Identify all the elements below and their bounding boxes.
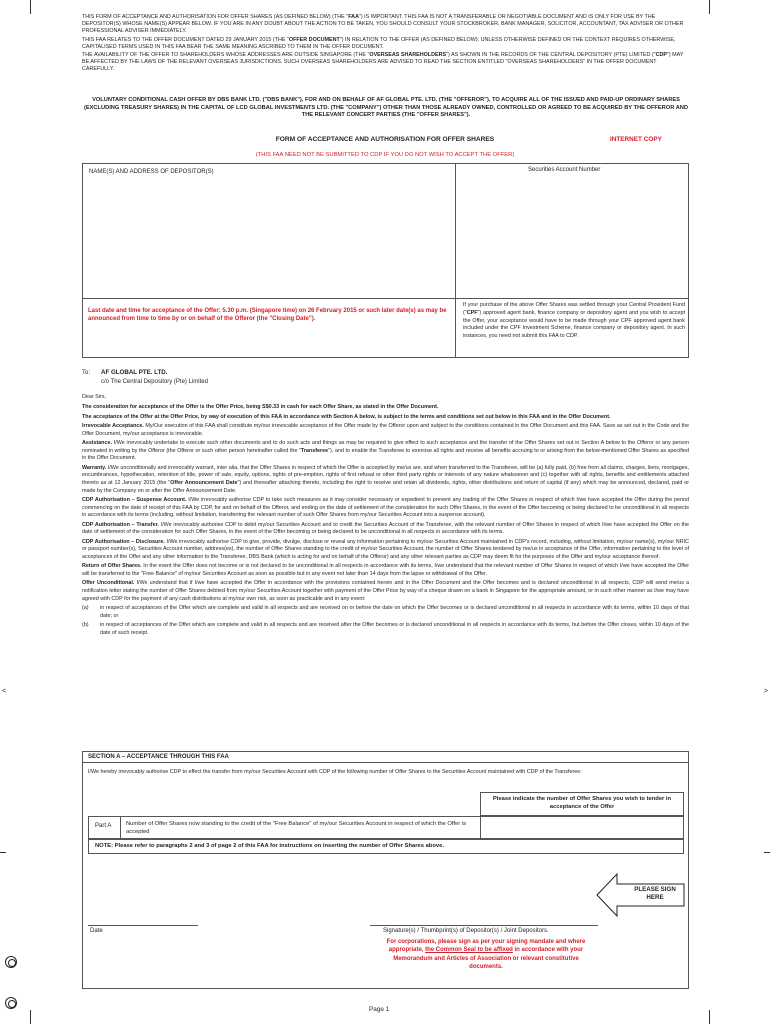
disclosure-paragraph: CDP Authorisation – Disclosure. I/We irrevocably authorise CDP to give, provide, divulge, disclose or reveal any information pertaining to my/our Securities Account maintained in CDP's record, including, without limitation, my/our name(s), my/our NRIC or passport number(s), Securities Account number, address(es), the number of Offer Shares standing to the credit of my/our Securities Account, the number of Offer Shares tendered by me/us in acceptance of the Offer, information pertaining to the level of acceptances of the Offer and any other information to the Transferee, DBS Bank (which is acting for and on behalf of the Offeror) and any other relevant parties as CDP may deem fit for the purposes of the Offer and my/our acceptance thereof. [82, 538, 689, 561]
part-a-divider [120, 816, 121, 839]
side-tick-right: > [763, 688, 768, 695]
signature-field[interactable]: Signature(s) / Thumbprint(s) of Depositor(s) / Joint Depositors. [383, 928, 549, 934]
acceptance-paragraph: The acceptance of the Offer at the Offer Price, by way of execution of this FAA in accordance with Section A below, is subject to the terms and conditions set out below in this FAA and in the Offer Document. [82, 413, 611, 420]
transfer-paragraph: CDP Authorisation – Transfer. I/We irrevocably authorise CDP to debit my/our Securities Account and to credit the Securities Account of the Transferee, with the relevant number of Offer Shares in respect of which I/we have accepted the Offer on the date of settlement of the consideration for such Offer Shares, in the event of the Offer becoming or being declared to be unconditional in all respects in accordance with its terms. [82, 521, 689, 536]
side-tick-left: < [2, 688, 7, 695]
notice-paragraph-2: THIS FAA RELATES TO THE OFFER DOCUMENT DATED 29 JANUARY 2015 (THE "OFFER DOCUMENT") IN RELATION TO THE OFFER (AS DEFINED BELOW). UNLESS OTHERWISE DEFINED OR THE CONTEXT REQUIRES OTHERWISE, CAPITALISED TERMS USED IN THIS FAA BEAR THE SAME MEANING ASCRIBED TO THEM IN THE OFFER DOCUMENT. [82, 36, 676, 50]
part-a-label: Part A [95, 823, 112, 829]
side-tick-right-2 [764, 852, 770, 853]
date-field[interactable]: Date [90, 928, 103, 934]
crop-mark-bottom-left [0, 1010, 31, 1024]
letter-body [82, 394, 689, 637]
section-a-heading: SECTION A – ACCEPTANCE THROUGH THIS FAA [88, 754, 229, 760]
warranty-paragraph: Warranty. I/We unconditionally and irrevocably warrant, inter alia, that the Offer Shares in respect of which the Offer is accepted by me/us are, and when transferred to the Transferee, will be (a) fully paid, (b) free from all claims, charges, liens, mortgages, encumbrances, hypothecation, retention of title, power of sale, equity, options, rights of pre-emption, rights of first refusal or other third party rights or interests of any nature whatsoever and (c) together with all rights, benefits and entitlements attached thereto as at 12 January 2015 (the "Offer Announcement Date") and thereafter attaching thereto, including the right to receive and retain all dividends, rights, other distributions and return of capital (if any) which may be announced, declared, paid or made by the Company on or after the Offer Announcement Date. [82, 464, 690, 494]
suspense-account-paragraph: CDP Authorisation – Suspense Account. I/We irrevocably authorise CDP to take such measures as it may consider necessary or expedient to prevent any trading of the Offer Shares in respect of which I/we have accepted the Offer during the period commencing on the date of receipt of this FAA by CDP, for and on behalf of the Offeror, and ending on the date of settlement of the consideration for such Offer Shares, in the event of the Offer becoming or being declared to be unconditional in all respects in accordance with its terms (including, without limitation, transferring the relevant number of such Offer Shares from my/our Securities Account into a suspense account). [82, 496, 690, 519]
section-a-intro: I/We hereby irrevocably authorise CDP to effect the transfer from my/our Securities Account with CDP of the following number of Offer Shares to the Securities Account maintained with CDP of the Transferee: [88, 769, 582, 775]
form-subtitle: (THIS FAA NEED NOT BE SUBMITTED TO CDP IF YOU DO NOT WISH TO ACCEPT THE OFFER) [255, 152, 515, 158]
part-a-description: Number of Offer Shares now standing to the credit of the "Free Balance" of my/our Securities Account in respect of which the Offer is accepted [126, 821, 466, 835]
internet-copy-label: INTERNET COPY [610, 136, 662, 143]
registration-mark-bottom [5, 997, 17, 1009]
offer-title-notice: VOLUNTARY CONDITIONAL CASH OFFER BY DBS BANK LTD. ("DBS BANK"), FOR AND ON BEHALF OF AF GLOBAL PTE. LTD. (THE "OFFEROR"), TO ACQUIRE ALL OF THE ISSUED AND PAID-UP ORDINARY SHARES (EXCLUDING TREASURY SHARES) IN THE CAPITAL OF LCD GLOBAL INVESTMENTS LTD. (THE "COMPANY") OTHER THAN THOSE ALREADY OWNED, CONTROLLED OR AGREED TO BE ACQUIRED BY THE OFFEROR AND THE RELEVANT CONCERT PARTIES (THE "OFFER SHARES"). [83, 97, 689, 119]
assistance-paragraph: Assistance. I/We irrevocably undertake to execute such other documents and to do such acts and things as may be required to give effect to such acceptance and the transfer of the Offer Shares set out in Section A below to the Offeror or any person nominated in writing by the Offeror (the Offeror or such other person hereinafter called the "Transferee"), and to enable the Transferee to exercise all rights and receive all benefits accruing to or arising from the below-mentioned Offer Shares as specified in the Offer Document. [82, 439, 689, 462]
unconditional-paragraph: Offer Unconditional. I/We understand that if I/we have accepted the Offer in accordance with the provisions contained herein and in the Offer Document and the Offer becomes and is declared unconditional in all respects, CDP will send me/us a notification letter stating the number of Offer Shares debited from my/our Securities Account together with payment of the Offer Price by way of a cheque drawn on a bank in Singapore for the appropriate amount, or in such other manner as I/we may have agreed with CDP for the payment of any cash distributions at my/our own risk, as soon as practicable and in any event: [82, 580, 689, 602]
list-item-a: (a) in respect of acceptances of the Offer which are complete and valid in all respects and are received on or before the date on which the Offer becomes or is declared unconditional in all respects in accordance with its terms, within 10 days of that date; or [82, 605, 689, 619]
addressee-name: AF GLOBAL PTE. LTD. [101, 369, 168, 376]
notice-paragraph-3: THE AVAILABILITY OF THE OFFER TO SHAREHOLDERS WHOSE ADDRESSES ARE OUTSIDE SINGAPORE (THE "OVERSEAS SHAREHOLDERS") AS SHOWN IN THE RECORDS OF THE CENTRAL DEPOSITORY (PTE) LIMITED ("CDP") MAY BE AFFECTED BY THE LAWS OF THE RELEVANT OVERSEAS JURISDICTIONS. SUCH OVERSEAS SHAREHOLDERS ARE ADVISED TO READ THE SECTION ENTITLED "OVERSEAS SHAREHOLDERS" IN THE OFFER DOCUMENT CAREFULLY. [82, 52, 684, 73]
crop-mark-top-right [709, 0, 740, 14]
section-a-heading-rule [82, 762, 689, 763]
box-divider-vertical [455, 163, 456, 358]
return-paragraph: Return of Offer Shares. In the event the Offer does not become or is not declared to be unconditional in all respects in accordance with its terms, I/we understand that the relevant number of Offer Shares in respect of which I/we have accepted the Offer will be transferred to the "Free Balance" of my/our Securities Account as soon as possible but in any event not later than 14 days from the lapse or withdrawal of the Offer. [82, 563, 689, 578]
please-sign-here-label: PLEASE SIGN HERE [634, 886, 676, 901]
cpf-notice: If your purchase of the above Offer Shares was settled through your Central Provident Fund ("CPF") approved agent bank, finance company or depository agent and you wish to accept the Offer, your acceptance would have to be made through your CPF approved agent bank included under the CPF Investment Scheme, finance company or depository agent. In such instances, you need not submit this FAA to CDP. [463, 302, 685, 340]
irrevocable-paragraph: Irrevocable Acceptance. My/Our execution of this FAA shall constitute my/our irrevocable acceptance of the Offer made by the Offeror upon and subject to the conditions contained in the Offer Document and this FAA. Save as set out in the Code and the Offer Document, my/our acceptance is irrevocable. [82, 422, 689, 437]
list-item-b: (b) in respect of acceptances of the Offer which are complete and valid in all respects and are received after the Offer becomes or is declared unconditional in all respects in accordance with its terms, but before the Offer closes, within 10 days of the date of such receipt. [82, 622, 689, 636]
note-text: NOTE: Please refer to paragraphs 2 and 3 of page 2 of this FAA for instructions on inserting the number of Offer Shares above. [95, 843, 444, 849]
depositor-name-field[interactable]: NAME(S) AND ADDRESS OF DEPOSITOR(S) [89, 169, 214, 175]
registration-mark-top [5, 956, 17, 968]
page-number: Page 1 [369, 1006, 390, 1013]
box-divider-horizontal [82, 298, 689, 299]
date-line [88, 925, 198, 926]
signature-line [370, 925, 598, 926]
offer-shares-input[interactable] [481, 817, 683, 838]
salutation: Dear Sirs, [82, 394, 106, 400]
addressee-line-2: c/o The Central Depository (Pte) Limited [101, 379, 208, 385]
notice-paragraph-1: THIS FORM OF ACCEPTANCE AND AUTHORISATION FOR OFFER SHARES (AS DEFINED BELOW) (THE "FAA") IS IMPORTANT. THIS FAA IS NOT A TRANSFERABLE OR NEGOTIABLE DOCUMENT AND IS ONLY FOR USE BY THE DEPOSITOR(S) WHOSE NAME(S) APPEAR BELOW. IF YOU ARE IN ANY DOUBT ABOUT THE ACTION TO BE TAKEN, YOU SHOULD CONSULT YOUR STOCKBROKER, BANK MANAGER, SOLICITOR, ACCOUNTANT, TAX ADVISER OR OTHER PROFESSIONAL ADVISER IMMEDIATELY. [82, 14, 684, 34]
side-tick-left-2 [0, 852, 6, 853]
crop-mark-top-left [0, 0, 31, 14]
securities-account-field[interactable]: Securities Account Number [528, 167, 601, 173]
important-notice [82, 14, 690, 73]
address-to-label: To: [82, 370, 91, 376]
form-title: FORM OF ACCEPTANCE AND AUTHORISATION FOR OFFER SHARES [275, 136, 495, 143]
crop-mark-bottom-right [709, 1010, 740, 1024]
offer-shares-instruction: Please indicate the number of Offer Shares you wish to tender in acceptance of the Offer [492, 796, 672, 810]
corporation-signing-note: For corporations, please sign as per your signing mandate and where appropriate, the Common Seal to be affixed in accordance with your Memorandum and Articles of Association or relevant constitutive documents. [386, 939, 586, 971]
consideration-paragraph: The consideration for acceptance of the Offer is the Offer Price, being S$0.33 in cash for each Offer Share, as stated in the Offer Document. [82, 404, 439, 411]
closing-date-notice: Last date and time for acceptance of the Offer: 5.30 p.m. (Singapore time) on 26 February 2015 or such later date(s) as may be announced from time to time by or on behalf of the Offeror (the "Closing Date"). [88, 308, 447, 322]
